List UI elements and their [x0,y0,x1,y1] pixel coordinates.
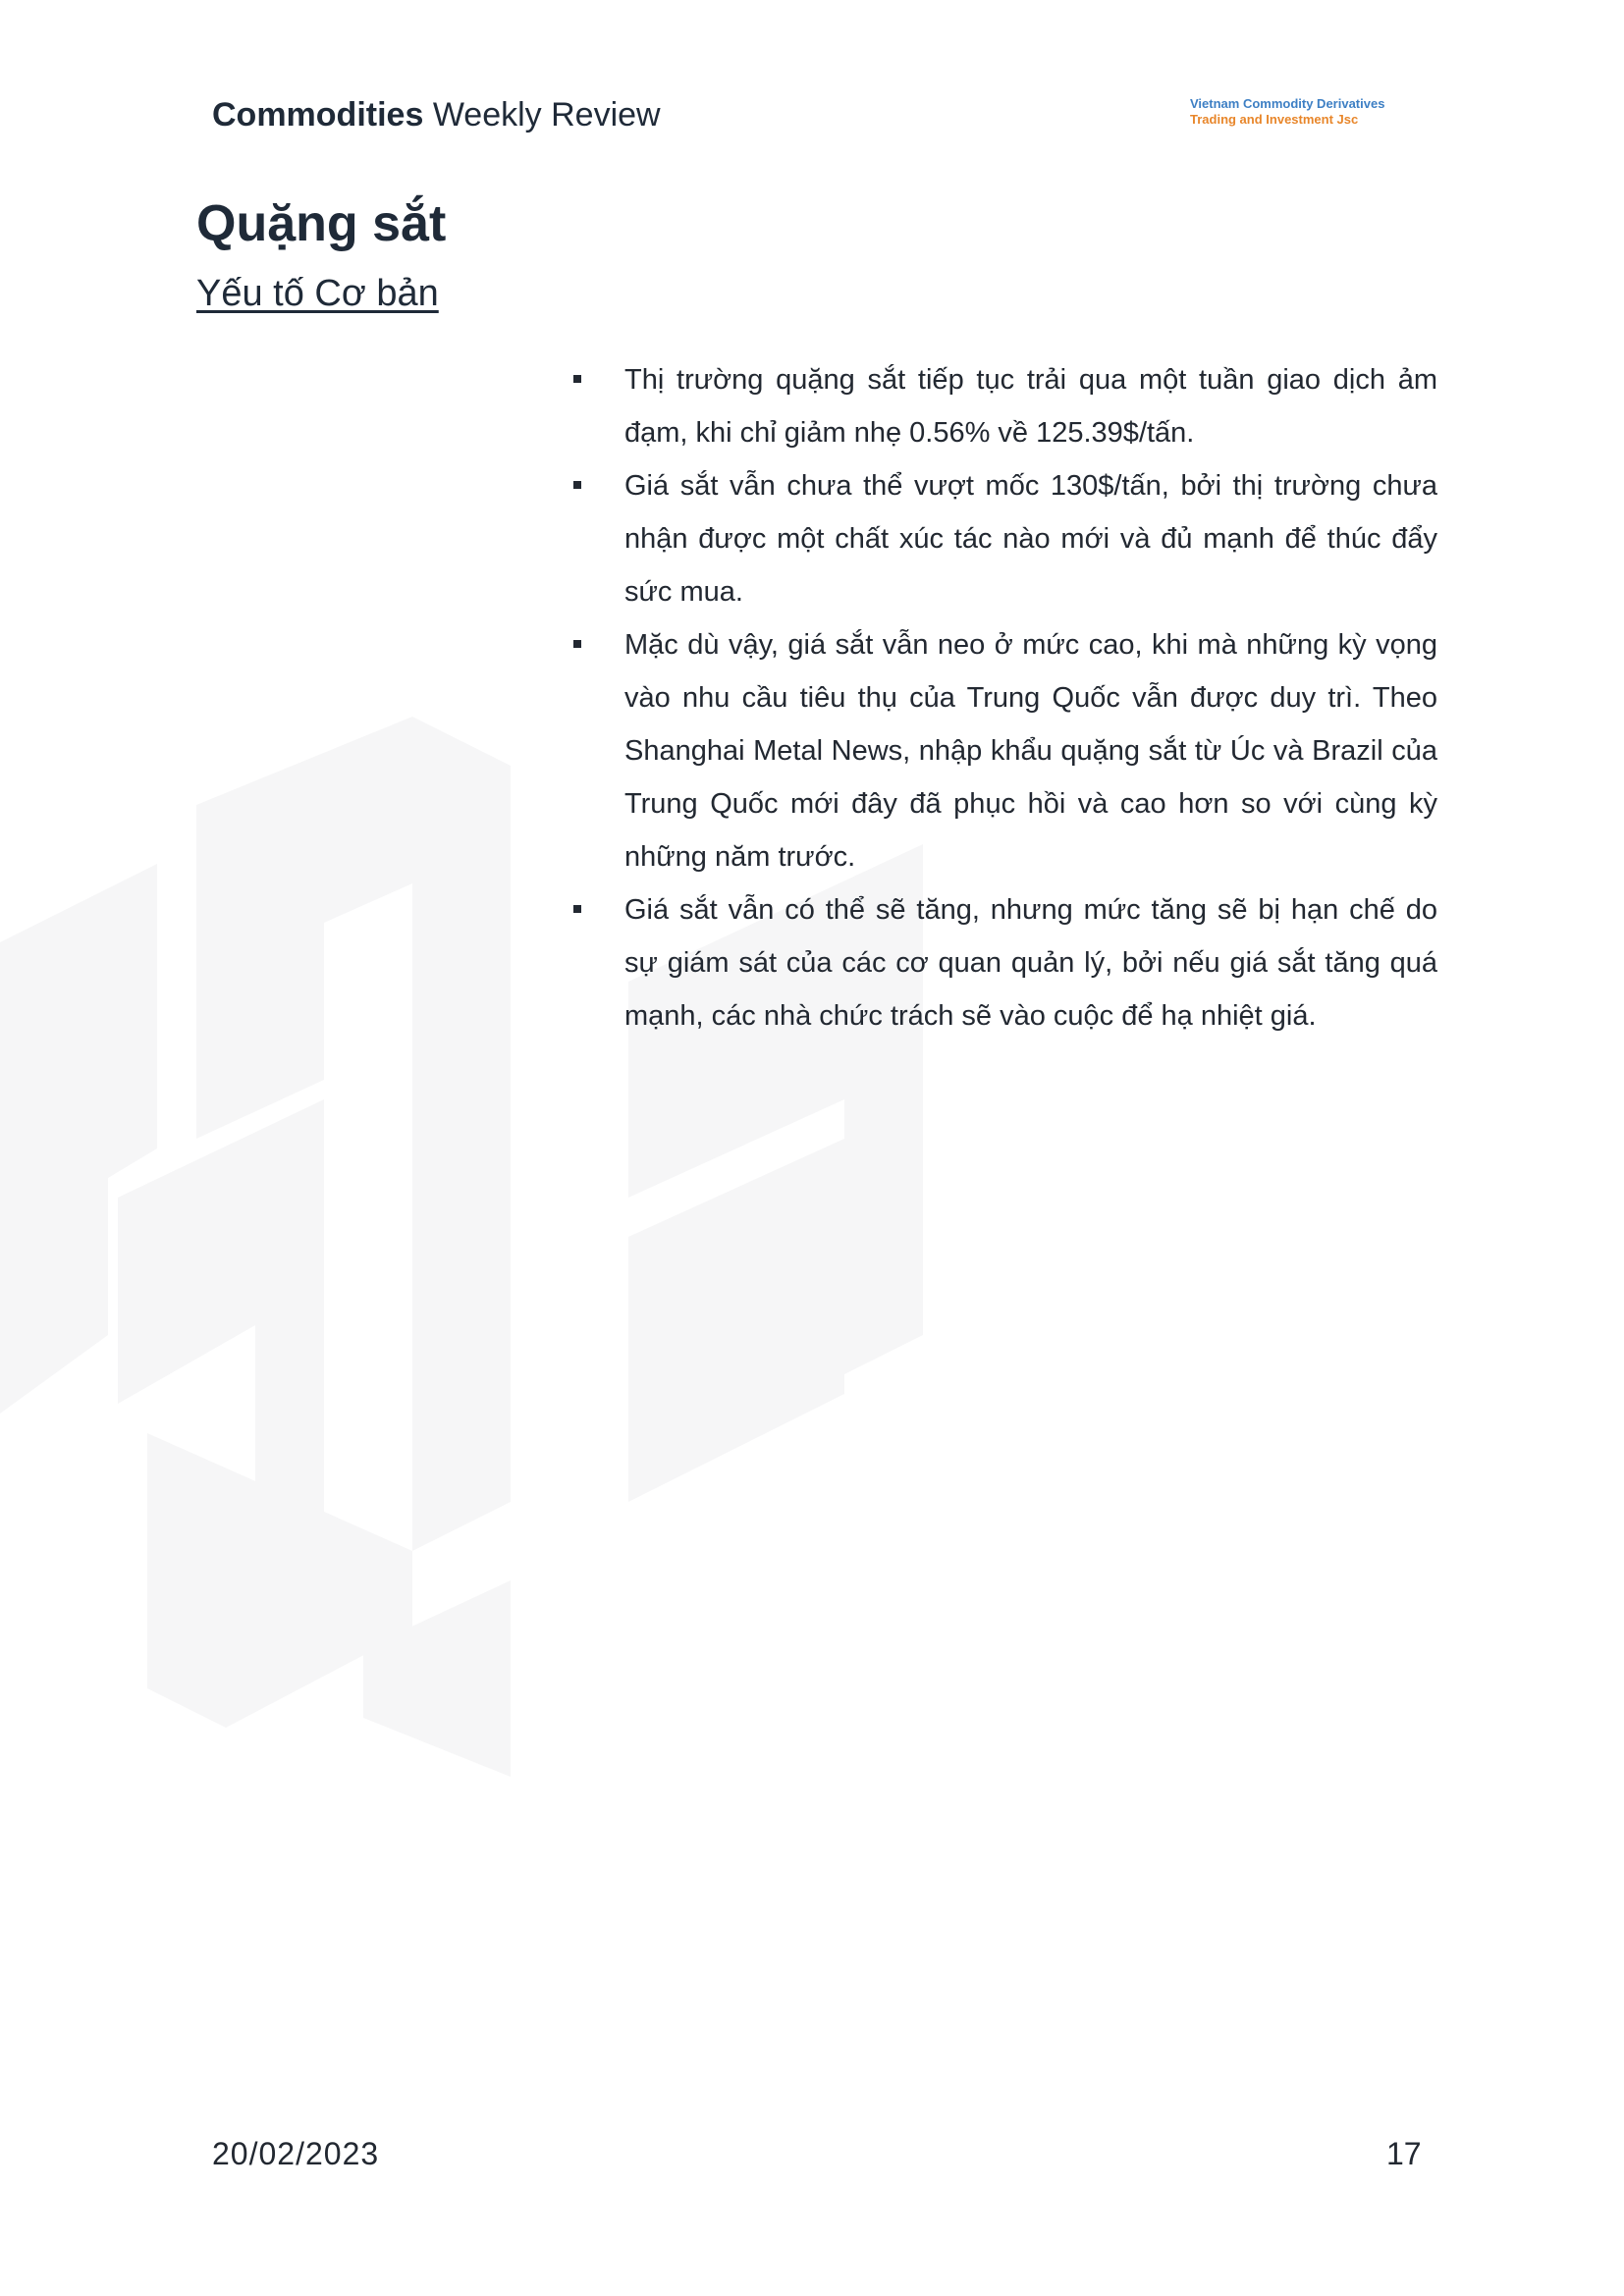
bullet-square-icon [573,375,581,383]
bullet-text: Giá sắt vẫn có thể sẽ tăng, nhưng mức tăng sẽ bị hạn chế do sự giám sát của các cơ quan quản lý, bởi nếu giá sắt tăng quá mạnh, các nhà chức trách sẽ vào cuộc để hạ nhiệt giá. [624,894,1437,1032]
bullet-content [573,353,1437,1042]
bullet-text: Thị trường quặng sắt tiếp tục trải qua một tuần giao dịch ảm đạm, khi chỉ giảm nhẹ 0.56% về 125.39$/tấn. [624,364,1437,449]
bullet-square-icon [573,481,581,489]
bullet-list [573,353,1437,1042]
company-logo [1190,96,1384,128]
logo-line-2: Trading and Investment Jsc [1190,112,1359,127]
bullet-text: Mặc dù vậy, giá sắt vẫn neo ở mức cao, khi mà những kỳ vọng vào nhu cầu tiêu thụ của Trung Quốc vẫn được duy trì. Theo Shanghai Metal News, nhập khẩu quặng sắt từ Úc và Brazil của Trung Quốc mới đây đã phục hồi và cao hơn so với cùng kỳ những năm trước. [624,629,1437,873]
report-title [212,96,661,134]
bullet-text: Giá sắt vẫn chưa thể vượt mốc 130$/tấn, bởi thị trường chưa nhận được một chất xúc tác nào mới và đủ mạnh để thúc đẩy sức mua. [624,470,1437,608]
page-number: 17 [1386,2136,1422,2171]
bullet-item [573,883,1437,1042]
footer-date: 20/02/2023 [212,2136,380,2171]
bullet-item [573,459,1437,618]
report-title-rest: Weekly Review [432,96,661,133]
report-title-bold: Commodities [212,96,424,133]
logo-line-1: Vietnam Commodity Derivatives [1190,96,1385,111]
section-title: Quặng sắt [196,195,447,252]
bullet-square-icon [573,905,581,913]
page-header [212,94,1430,143]
section-subtitle: Yếu tố Cơ bản [196,273,439,314]
bullet-item [573,353,1437,459]
bullet-item [573,618,1437,883]
bullet-square-icon [573,640,581,648]
